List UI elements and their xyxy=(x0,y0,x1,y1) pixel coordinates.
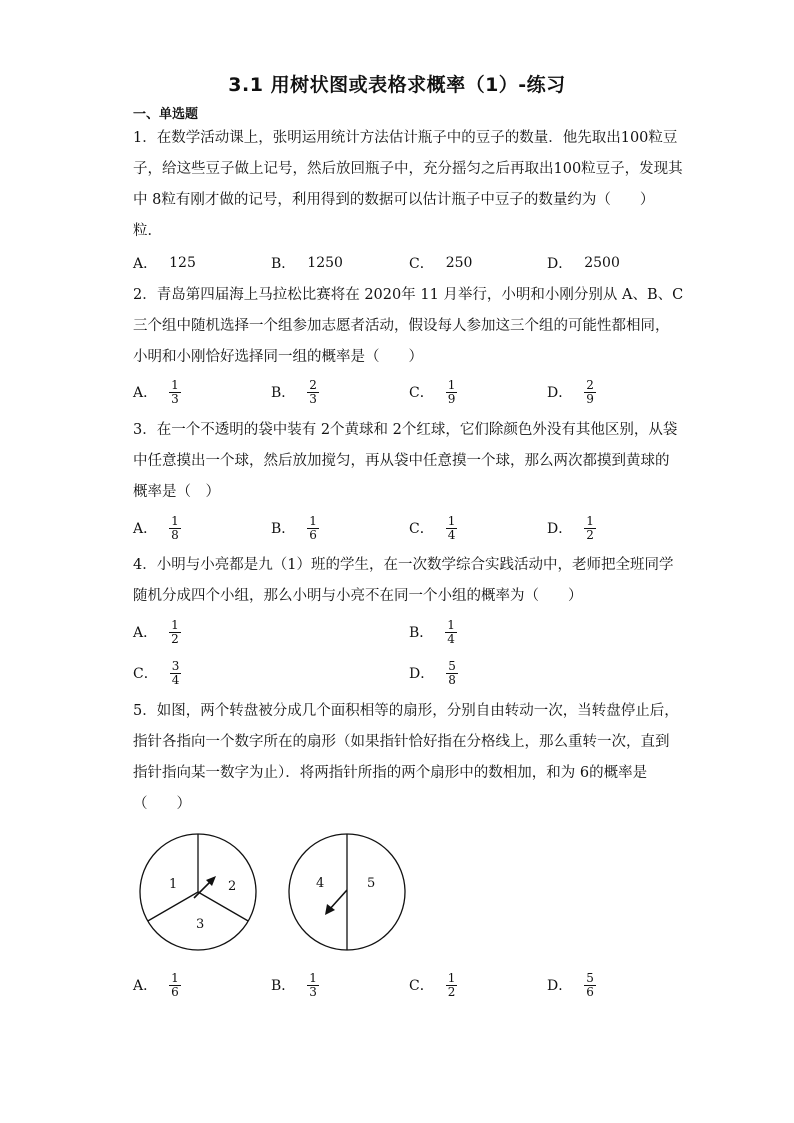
q3-line-2: 中任意摸出一个球，然后放加搅匀，再从袋中任意摸一个球，那么两次都摸到黄球的 xyxy=(133,453,670,469)
q3-option-d-fraction: $\frac{1}{2}$ xyxy=(586,513,594,542)
spinner-three-sectors xyxy=(136,830,260,954)
q2-line-3: 小明和小刚恰好选择同一组的概率是（ ） xyxy=(133,349,423,365)
q5-line-4: （ ） xyxy=(133,796,191,812)
q4-option-a[interactable]: A． $\frac{1}{2}$ xyxy=(133,617,179,646)
section-heading: 一、单选题 xyxy=(133,107,199,122)
q3-option-b-fraction: $\frac{1}{6}$ xyxy=(309,513,317,542)
q4-option-b[interactable]: B． $\frac{1}{4}$ xyxy=(409,617,455,646)
spinner-1-divider-left xyxy=(148,892,198,921)
q5-line-3: 指针指向某一数字为止）．将两指针所指的两个扇形中的数相加，和为 6的概率是 xyxy=(133,765,648,781)
q2-option-b[interactable]: B． $\frac{2}{3}$ xyxy=(271,377,317,406)
q1-option-b-value: 1250 xyxy=(307,255,343,271)
q5-option-d-fraction: $\frac{5}{6}$ xyxy=(586,970,594,999)
q2-line-1: 2．青岛第四届海上马拉松比赛将在 2020年 11 月举行，小明和小刚分别从 A、B、C xyxy=(133,287,684,303)
q5-option-c[interactable]: C． $\frac{1}{2}$ xyxy=(409,970,456,999)
q3-option-d[interactable]: D． $\frac{1}{2}$ xyxy=(547,513,594,542)
spinner-two-sectors xyxy=(285,830,409,954)
q2-option-d[interactable]: D． $\frac{2}{9}$ xyxy=(547,377,594,406)
q1-option-a-value: 125 xyxy=(169,255,196,271)
q3-line-1: 3．在一个不透明的袋中装有 2个黄球和 2个红球，它们除颜色外没有其他区别，从袋 xyxy=(133,422,678,438)
q1-line-4: 粒． xyxy=(133,223,162,239)
q2-line-2: 三个组中随机选择一个组参加志愿者活动，假设每人参加这三个组的可能性都相同， xyxy=(133,318,670,334)
q1-option-b[interactable]: B． 1250 xyxy=(271,255,343,272)
q5-option-a[interactable]: A． $\frac{1}{6}$ xyxy=(133,970,179,999)
spinner-2-pointer xyxy=(329,890,347,910)
q1-option-c-value: 250 xyxy=(445,255,473,271)
q5-option-a-fraction: $\frac{1}{6}$ xyxy=(171,970,179,999)
q4-option-d-fraction: $\frac{5}{8}$ xyxy=(448,658,456,687)
q3-option-c[interactable]: C． $\frac{1}{4}$ xyxy=(409,513,456,542)
q2-option-c-fraction: $\frac{1}{9}$ xyxy=(447,377,456,406)
q4-option-c[interactable]: C． $\frac{3}{4}$ xyxy=(133,658,180,687)
q1-option-d-value: 2500 xyxy=(584,255,620,271)
q1-option-a[interactable]: A． 125 xyxy=(133,255,196,272)
q4-option-a-fraction: $\frac{1}{2}$ xyxy=(171,617,179,646)
q3-line-3: 概率是（ ） xyxy=(133,484,220,500)
q3-option-b[interactable]: B． $\frac{1}{6}$ xyxy=(271,513,317,542)
q5-option-d[interactable]: D． $\frac{5}{6}$ xyxy=(547,970,594,999)
q4-line-2: 随机分成四个小组，那么小明与小亮不在同一个小组的概率为（ ） xyxy=(133,588,583,604)
q5-option-b-fraction: $\frac{1}{3}$ xyxy=(309,970,317,999)
q4-option-b-fraction: $\frac{1}{4}$ xyxy=(447,617,455,646)
spinner-1-label-3: 3 xyxy=(196,917,205,932)
q4-option-d[interactable]: D． $\frac{5}{8}$ xyxy=(409,658,456,687)
spinner-2-label-4: 4 xyxy=(316,876,325,891)
q1-line-1: 1．在数学活动课上，张明运用统计方法估计瓶子中的豆子的数量．他先取出100粒豆 xyxy=(133,130,678,146)
q2-option-a[interactable]: A． $\frac{1}{3}$ xyxy=(133,377,179,406)
q1-option-d[interactable]: D． 2500 xyxy=(547,255,620,272)
spinner-1-divider-right xyxy=(198,892,248,921)
q2-option-a-fraction: $\frac{1}{3}$ xyxy=(171,377,179,406)
q2-option-b-fraction: $\frac{2}{3}$ xyxy=(309,377,317,406)
q5-line-2: 指针各指向一个数字所在的扇形（如果指针恰好指在分格线上，那么重转一次，直到 xyxy=(133,734,670,750)
page-title: 3.1 用树状图或表格求概率（1）-练习 xyxy=(228,74,566,96)
q4-line-1: 4．小明与小亮都是九（1）班的学生，在一次数学综合实践活动中，老师把全班同学 xyxy=(133,557,674,573)
spinner-1-label-1: 1 xyxy=(169,877,178,892)
spinner-2-label-5: 5 xyxy=(367,876,376,891)
q4-option-c-fraction: $\frac{3}{4}$ xyxy=(171,658,180,687)
q5-option-c-fraction: $\frac{1}{2}$ xyxy=(447,970,456,999)
q1-line-2: 子，给这些豆子做上记号，然后放回瓶子中，充分摇匀之后再取出100粒豆子，发现其 xyxy=(133,161,683,177)
q3-option-a[interactable]: A． $\frac{1}{8}$ xyxy=(133,513,179,542)
q1-option-c[interactable]: C． 250 xyxy=(409,255,473,272)
q2-option-d-fraction: $\frac{2}{9}$ xyxy=(586,377,594,406)
q3-option-a-fraction: $\frac{1}{8}$ xyxy=(171,513,179,542)
q1-line-3: 中 8粒有刚才做的记号，利用得到的数据可以估计瓶子中豆子的数量约为（ ） xyxy=(133,192,655,208)
q2-option-c[interactable]: C． $\frac{1}{9}$ xyxy=(409,377,456,406)
q3-option-c-fraction: $\frac{1}{4}$ xyxy=(447,513,456,542)
q5-line-1: 5．如图，两个转盘被分成几个面积相等的扇形，分别自由转动一次，当转盘停止后， xyxy=(133,703,679,719)
q5-option-b[interactable]: B． $\frac{1}{3}$ xyxy=(271,970,317,999)
spinner-1-label-2: 2 xyxy=(228,879,237,894)
